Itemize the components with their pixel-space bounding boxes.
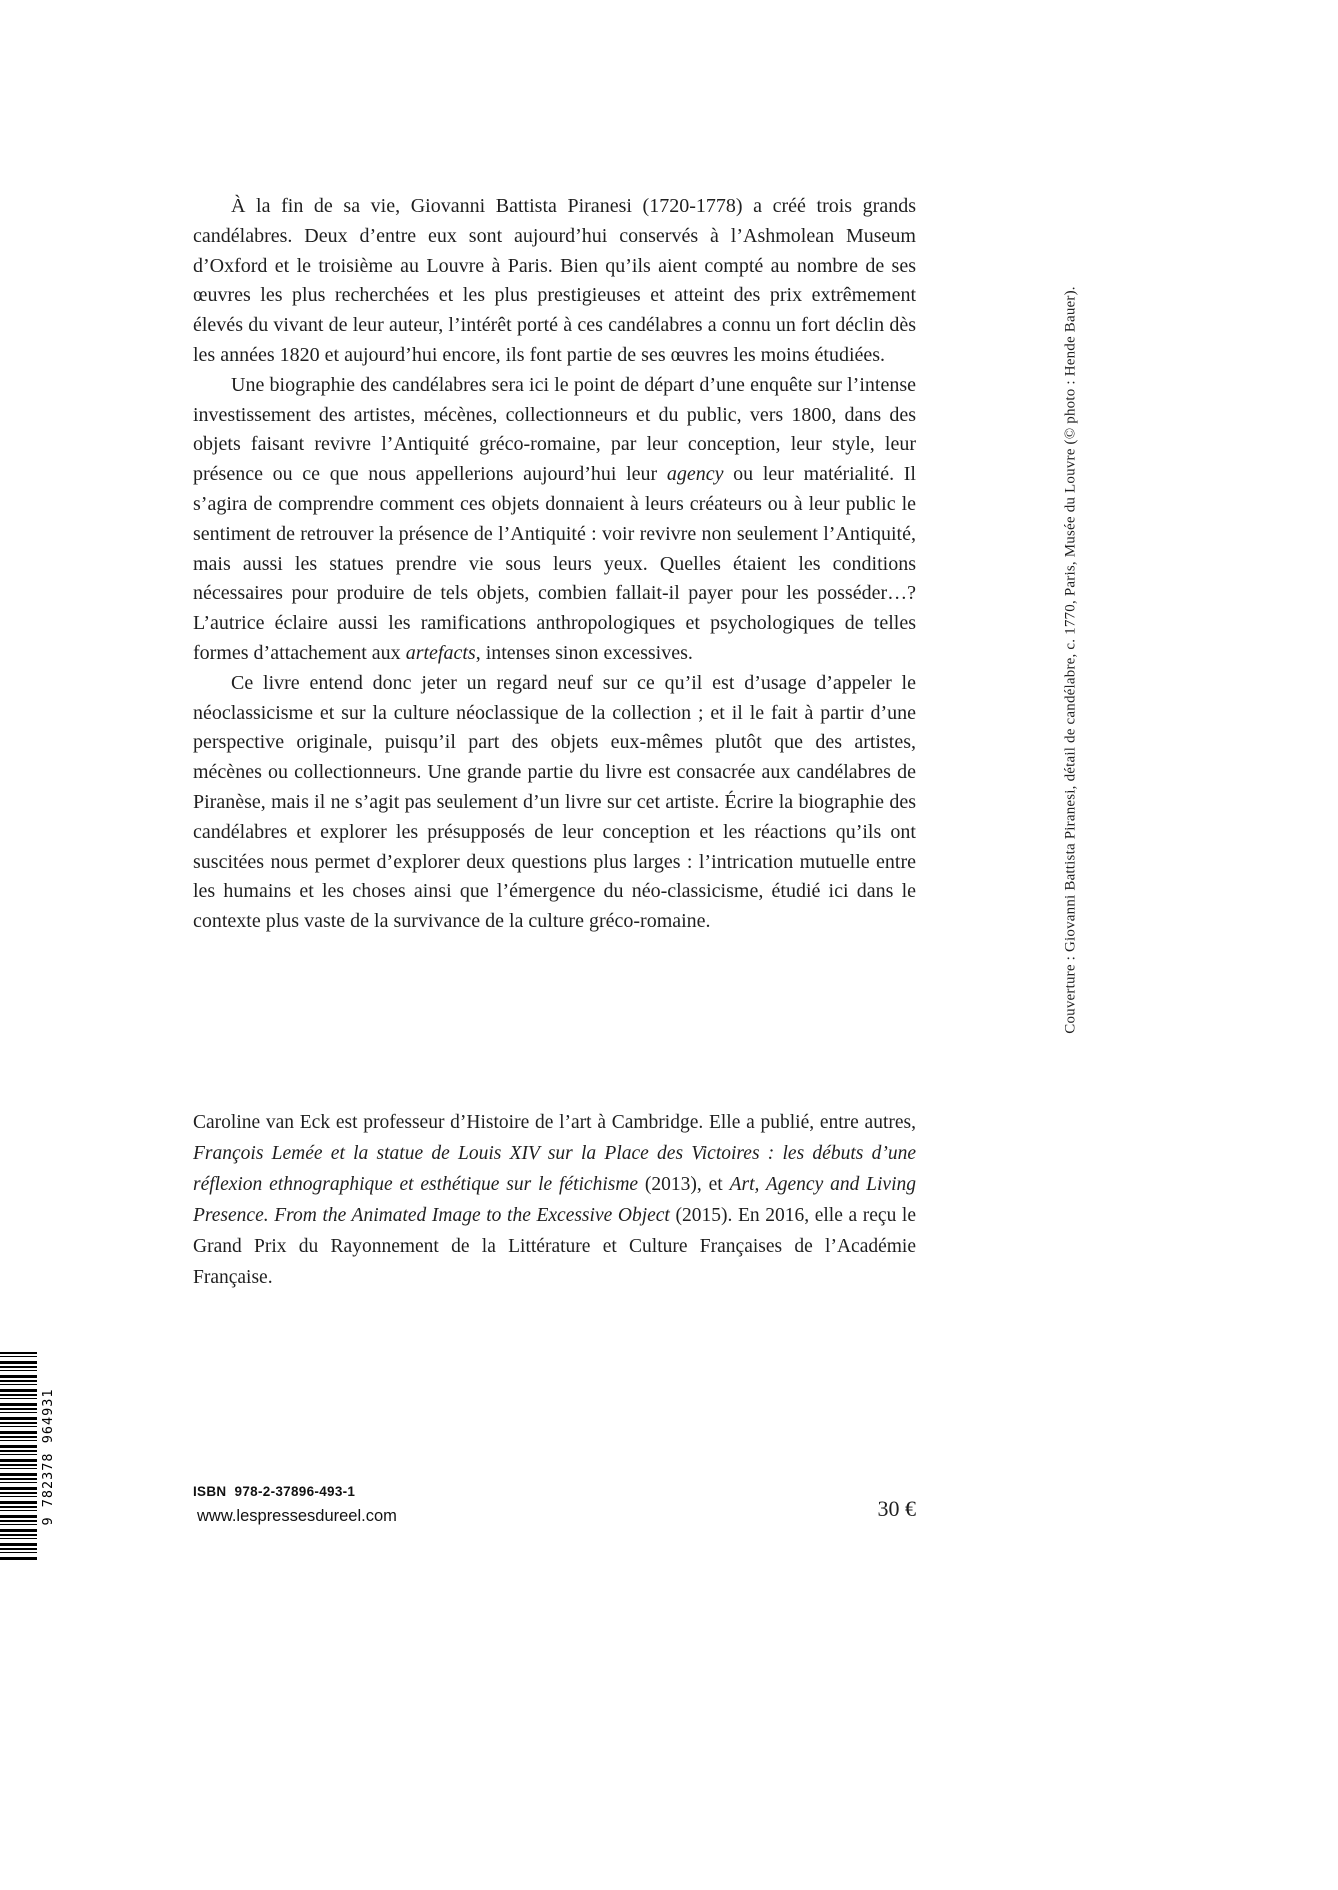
blurb-paragraph: Ce livre entend donc jeter un regard neuf sur ce qu’il est d’usage d’appeler le néoclassicisme et sur la culture néoclassique de la collection ; et il le fait à partir d’une perspective originale, puisqu’il part des objets eux-mêmes plutôt que des artistes, mécènes ou collectionneurs. Une grande partie du livre est consacrée aux candélabres de Piranèse, mais il ne s’agit pas seulement d’un livre sur cet artiste. Écrire la biographie des candélabres et explorer les présupposés de leur conception et les réactions qu’ils ont suscitées nous permet d’explorer deux questions plus larges : l’intrication mutuelle entre les humains et les choses ainsi que l’émergence du néo-classicisme, étudié ici dans le contexte plus vaste de la survivance de la culture gréco-romaine.	[193, 671, 916, 933]
author-bio-text: Caroline van Eck est professeur d’Histoire de l’art à Cambridge. Elle a publié, entre autres, François Lemée et la statue de Louis XIV sur la Place des Victoires : les débuts d’une réflexion ethnographique et esthétique sur le fétichisme (2013), et Art, Agency and Living Presence. From the Animated Image to the Excessive Object (2015). En 2016, elle a reçu le Grand Prix du Rayonnement de la Littérature et Culture Françaises de l’Académie Française.	[193, 1112, 917, 1288]
cover-photo-credit: Couverture : Giovanni Battista Piranesi, détail de candélabre, c. 1770, Paris, Musée du Louvre (© photo : Hende Bauer).	[1062, 286, 1079, 1034]
blurb	[193, 192, 916, 937]
ean-barcode	[0, 1352, 37, 1562]
author-bio	[193, 1107, 916, 1293]
price-label: 30 €	[877, 1496, 916, 1521]
blurb-paragraph: Une biographie des candélabres sera ici le point de départ d’une enquête sur l’intense investissement des artistes, mécènes, collectionneurs et du public, vers 1800, dans des objets faisant revivre l’Antiquité gréco-romaine, par leur conception, leur style, leur présence ou ce que nous appellerions aujourd’hui leur agency ou leur matérialité. Il s’agira de comprendre comment ces objets donnaient à leurs créateurs ou à leur public le sentiment de retrouver la présence de l’Antiquité : voir revivre non seulement l’Antiquité, mais aussi les statues prendre vie sous leurs yeux. Quelles étaient les conditions nécessaires pour produire de tels objets, combien fallait-il payer pour les posséder…? L’autrice éclaire aussi les ramifications anthropologiques et psychologiques de telles formes d’attachement aux artefacts, intenses sinon excessives.	[193, 373, 916, 664]
barcode-block	[0, 1352, 64, 1562]
isbn-label: ISBN 978-2-37896-493-1	[193, 1484, 356, 1499]
barcode-number: 9 782378 964931	[40, 1388, 56, 1526]
publisher-website: www.lespressesdureel.com	[197, 1507, 397, 1525]
blurb-paragraph: À la fin de sa vie, Giovanni Battista Piranesi (1720-1778) a créé trois grands candélabres. Deux d’entre eux sont aujourd’hui conservés à l’Ashmolean Museum d’Oxford et le troisième au Louvre à Paris. Bien qu’ils aient compté au nombre de ses œuvres les plus recherchées et les plus prestigieuses et atteint des prix extrêmement élevés du vivant de leur auteur, l’intérêt porté à ces candélabres a connu un fort déclin dès les années 1820 et aujourd’hui encore, ils font partie de ses œuvres les moins étudiées.	[193, 195, 916, 366]
